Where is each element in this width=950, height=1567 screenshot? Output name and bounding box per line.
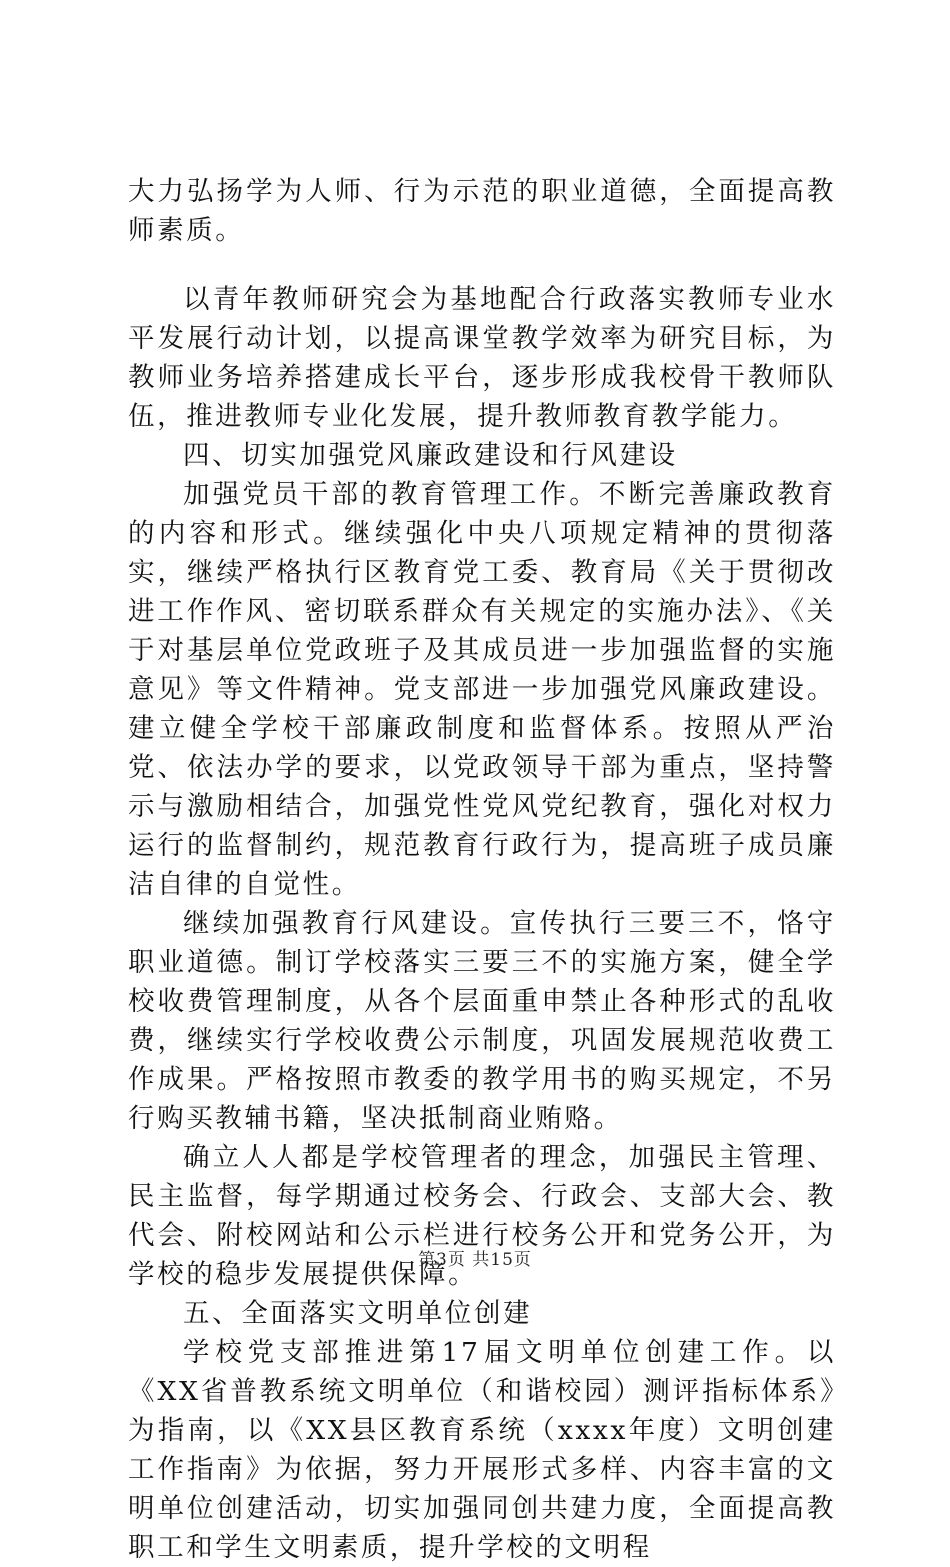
paragraph-teacher-development: 以青年教师研究会为基地配合行政落实教师专业水平发展行动计划，以提高课堂教学效率为研究目标，为教师业务培养搭建成长平台，逐步形成我校骨干教师队伍，推进教师专业化发展，提升教师教育教学能力。	[128, 284, 836, 432]
paragraph-continuation: 大力弘扬学为人师、行为示范的职业道德，全面提高教师素质。	[128, 176, 836, 246]
document-body	[128, 172, 836, 1567]
paragraph-democratic-management: 确立人人都是学校管理者的理念，加强民主管理、民主监督，每学期通过校务会、行政会、支部大会、教代会、附校网站和公示栏进行校务公开和党务公开，为学校的稳步发展提供保障。	[128, 1142, 836, 1290]
paragraph-conduct-building: 继续加强教育行风建设。宣传执行三要三不，恪守职业道德。制订学校落实三要三不的实施方案，健全学校收费管理制度，从各个层面重申禁止各种形式的乱收费，继续实行学校收费公示制度，巩固发展规范收费工作成果。严格按照市教委的教学用书的购买规定，不另行购买教辅书籍，坚决抵制商业贿赂。	[128, 908, 836, 1134]
section-heading-5: 五、全面落实文明单位创建	[183, 1298, 533, 1329]
paragraph-party-education: 加强党员干部的教育管理工作。不断完善廉政教育的内容和形式。继续强化中央八项规定精神的贯彻落实，继续严格执行区教育党工委、教育局《关于贯彻改进工作作风、密切联系群众有关规定的实施办法》、《关于对基层单位党政班子及其成员进一步加强监督的实施意见》等文件精神。党支部进一步加强党风廉政建设。建立健全学校干部廉政制度和监督体系。按照从严治党、依法办学的要求，以党政领导干部为重点，坚持警示与激励相结合，加强党性党风党纪教育，强化对权力运行的监督制约，规范教育行政行为，提高班子成员廉洁自律的自觉性。	[128, 479, 836, 900]
page-number-footer: 第3页 共15页	[418, 1250, 532, 1270]
section-heading-4: 四、切实加强党风廉政建设和行风建设	[183, 440, 678, 471]
paragraph-civilized-unit: 学校党支部推进第17届文明单位创建工作。以《XX省普教系统文明单位（和谐校园）测评指标体系》为指南，以《XX县区教育系统（xxxx年度）文明创建工作指南》为依据，努力开展形式多样、内容丰富的文明单位创建活动，切实加强同创共建力度，全面提高教职工和学生文明素质，提升学校的文明程	[128, 1337, 836, 1563]
